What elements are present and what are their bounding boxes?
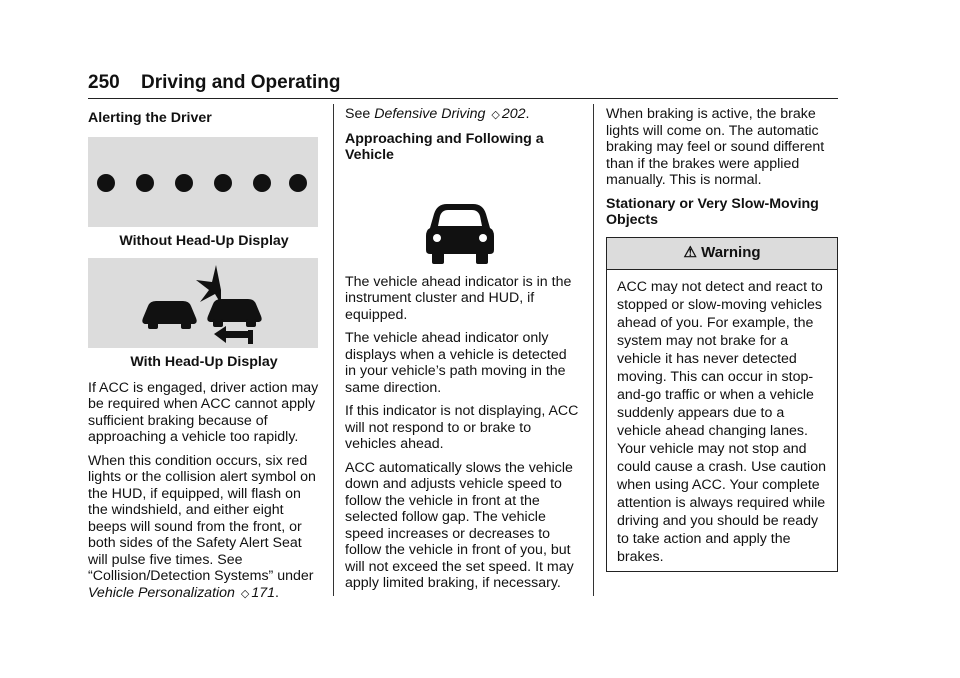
paragraph: If ACC is engaged, driver action may be required when ACC cannot apply sufficient braking because of approaching a vehicle too rapidly. <box>88 379 319 445</box>
six-red-lights-icon <box>88 137 318 227</box>
page-header <box>88 72 341 94</box>
warning-icon: ⚠ <box>683 243 697 261</box>
collision-alert-icon <box>88 258 318 348</box>
paragraph: The vehicle ahead indicator is in the instrument cluster and HUD, if equipped. <box>345 273 572 323</box>
see-reference: See Defensive Driving ◇ 202. <box>345 106 530 122</box>
section-title: Driving and Operating <box>140 72 341 93</box>
paragraph: ACC automatically slows the vehicle down and adjusts vehicle speed to follow the vehicle in front at the selected follow gap. The vehicle speed increases or decreases to follow the vehicle in front of you, but will not exceed the set speed. It may apply limited braking, if necessary. <box>345 459 574 591</box>
warning-header <box>607 238 837 271</box>
paragraph: If this indicator is not displaying, ACC will not respond to or brake to vehicles ahead. <box>345 403 579 452</box>
figure-with-hud <box>88 258 318 348</box>
figure-without-hud <box>88 137 318 227</box>
heading-stationary-objects: Stationary or Very Slow-Moving Objects <box>606 195 819 228</box>
column-divider <box>333 104 334 596</box>
xref-page[interactable]: 202 <box>501 106 526 122</box>
column-2 <box>345 106 581 599</box>
column-3 <box>606 106 838 572</box>
paragraph: The vehicle ahead indicator only displays when a vehicle is detected in your vehicle’s path moving in the same direction. <box>345 330 567 396</box>
column-divider <box>593 104 594 596</box>
heading-approaching: Approaching and Following a Vehicle <box>345 130 544 163</box>
figure-caption: With Head-Up Display <box>130 354 278 370</box>
paragraph: When this condition occurs, six red lights or the collision alert symbol on the HUD, if equipped, will flash on the windshield, and either eight beeps will sound from the front, or both sides of the Safety Alert Seat will pulse five times. See “Collision/Detection Systems” under Vehicle Personalization ◇ 171. <box>88 452 316 601</box>
page-ref-icon: ◇ <box>491 109 500 121</box>
vehicle-ahead-icon <box>345 170 581 274</box>
warning-body: ACC may not detect and react to stopped or slow-moving vehicles ahead of you. For example, the system may not brake for a vehicle it has never detected moving. This can occur in stop-and-go traffic or when a vehicle suddenly appears due to a vehicle ahead changing lanes. Your vehicle may not stop and could cause a crash. Use caution when using ACC. Your complete attention is always required while driving and you should be ready to take action and apply the brakes. <box>617 279 826 565</box>
header-rule <box>88 98 838 99</box>
figure-caption: Without Head-Up Display <box>119 232 289 249</box>
column-1 <box>88 110 320 609</box>
xref-defensive-driving[interactable]: Defensive Driving <box>374 106 486 122</box>
vehicle-ahead-figure <box>345 170 581 274</box>
xref-vehicle-personalization[interactable]: Vehicle Personalization <box>88 584 235 601</box>
page-number: 250 <box>88 72 120 93</box>
page-ref-icon: ◇ <box>240 587 250 600</box>
warning-box <box>606 237 838 573</box>
xref-page[interactable]: 171 <box>251 584 276 601</box>
heading-alerting-driver: Alerting the Driver <box>88 110 212 126</box>
warning-title: Warning <box>701 243 761 261</box>
paragraph: When braking is active, the brake lights will come on. The automatic braking may feel or sound different than if the brakes were applied manually. This is normal. <box>606 106 825 188</box>
